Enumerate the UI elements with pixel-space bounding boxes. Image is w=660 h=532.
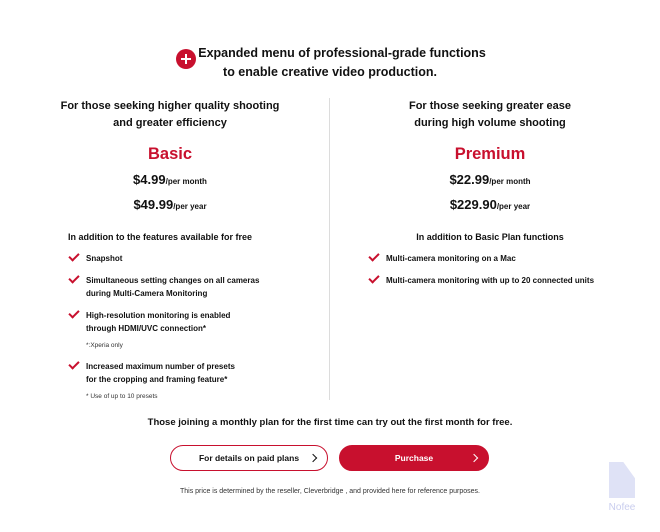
- premium-tagline: [350, 98, 630, 132]
- checkmark-icon: [68, 250, 79, 261]
- chevron-right-icon: [470, 454, 478, 462]
- free-trial-note: Those joining a monthly plan for the first time can try out the first month for free.: [147, 417, 513, 428]
- premium-plan-column: [350, 98, 630, 296]
- premium-price-month-amount: $22.99: [449, 172, 490, 187]
- basic-tagline-line-1: For those seeking higher quality shooting: [60, 100, 280, 112]
- header: [0, 44, 660, 82]
- checkmark-icon: [68, 358, 79, 369]
- checkmark-icon: [368, 250, 379, 261]
- basic-tagline: [30, 98, 310, 132]
- purchase-label: Purchase: [394, 453, 434, 463]
- basic-price-month-amount: $4.99: [133, 172, 166, 187]
- premium-plan-name: Premium: [454, 145, 526, 163]
- paid-plans-details-button[interactable]: [170, 445, 328, 471]
- basic-feature-list: [30, 252, 310, 402]
- feature-text: Simultaneous setting changes on all cameras: [86, 276, 260, 285]
- basic-plan-column: [30, 98, 310, 411]
- feature-text: Increased maximum number of presets: [86, 362, 235, 371]
- premium-tagline-line-2: during high volume shooting: [414, 117, 566, 129]
- basic-plan-name: Basic: [147, 145, 193, 163]
- per-month-unit: /per month: [489, 177, 531, 186]
- feature-text: Snapshot: [86, 254, 123, 263]
- feature-item: [368, 252, 630, 265]
- per-year-unit: /per year: [496, 202, 531, 211]
- premium-feature-list: [350, 252, 630, 287]
- basic-price-year-amount: $49.99: [133, 197, 174, 212]
- feature-item: [368, 274, 630, 287]
- nofee-watermark: [604, 462, 640, 522]
- basic-features-heading: In addition to the features available for free: [68, 232, 253, 242]
- checkmark-icon: [68, 307, 79, 318]
- feature-text: High-resolution monitoring is enabled: [86, 311, 231, 320]
- feature-footnote: * Use of up to 10 presets: [86, 393, 158, 400]
- plus-circle-icon: [176, 49, 196, 69]
- feature-text-line-2: for the cropping and framing feature*: [86, 375, 228, 384]
- feature-item: [68, 360, 310, 402]
- chevron-right-icon: [309, 454, 317, 462]
- reseller-disclaimer: This price is determined by the reseller, Cleverbridge , and provided here for reference purposes.: [180, 488, 480, 495]
- premium-price-year-amount: $229.90: [449, 197, 497, 212]
- feature-item: [68, 252, 310, 265]
- per-month-unit: /per month: [165, 177, 207, 186]
- feature-text: Multi-camera monitoring on a Mac: [386, 254, 516, 263]
- header-line-2: to enable creative video production.: [223, 65, 437, 79]
- watermark-logo-icon: [609, 462, 635, 498]
- feature-text-line-2: through HDMI/UVC connection*: [86, 324, 206, 333]
- feature-item: [68, 274, 310, 300]
- plan-comparison: [0, 98, 660, 402]
- premium-price-year: [350, 197, 630, 215]
- checkmark-icon: [368, 272, 379, 283]
- feature-text: Multi-camera monitoring with up to 20 connected units: [386, 276, 595, 285]
- feature-footnote: *:Xperia only: [86, 342, 123, 349]
- purchase-button[interactable]: [339, 445, 489, 471]
- checkmark-icon: [68, 272, 79, 283]
- feature-item: [68, 309, 310, 351]
- basic-tagline-line-2: and greater efficiency: [113, 117, 227, 129]
- basic-price-year: [30, 197, 310, 215]
- premium-tagline-line-1: For those seeking greater ease: [408, 100, 571, 112]
- paid-plans-details-label: For details on paid plans: [198, 453, 300, 463]
- per-year-unit: /per year: [173, 202, 207, 211]
- watermark-text: Nofee: [608, 502, 636, 513]
- premium-features-heading: In addition to Basic Plan functions: [416, 232, 564, 242]
- column-divider: [329, 98, 330, 400]
- basic-price-month: [30, 172, 310, 190]
- header-line-1: Expanded menu of professional-grade functions: [198, 46, 486, 60]
- premium-price-month: [350, 172, 630, 190]
- feature-text-line-2: during Multi-Camera Monitoring: [86, 289, 208, 298]
